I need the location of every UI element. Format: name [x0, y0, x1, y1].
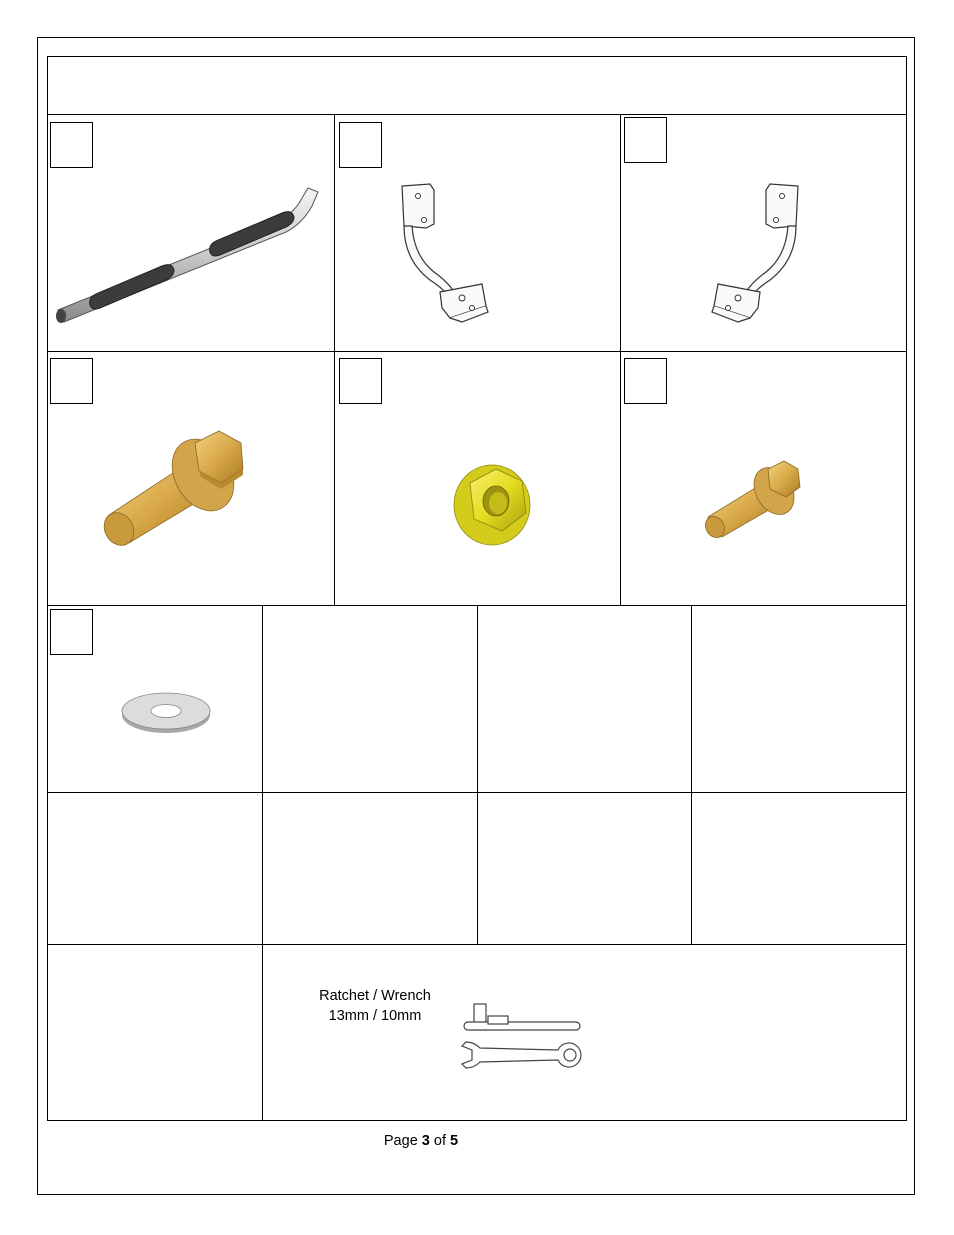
part-number-box-6: [624, 358, 667, 404]
page-footer: [0, 1133, 842, 1149]
part-number-box-4: [50, 358, 93, 404]
page-separator: of: [433, 1133, 446, 1149]
part-number-box-2: [339, 122, 382, 168]
column-divider: [477, 605, 478, 944]
tools-name: Ratchet / Wrench: [319, 988, 431, 1004]
row-divider: [47, 114, 907, 115]
part-number-box-7: [50, 609, 93, 655]
small-flange-bolt-icon: [700, 455, 810, 545]
column-divider: [334, 114, 335, 605]
part-number-box-5: [339, 358, 382, 404]
flat-washer-icon: [118, 685, 218, 737]
page-current: 3: [421, 1133, 430, 1149]
column-divider: [262, 605, 263, 1120]
tools-sizes: 13mm / 10mm: [328, 1008, 422, 1024]
tools-label: [300, 986, 450, 1026]
running-board-icon: [50, 180, 325, 330]
part-number-box-3: [624, 117, 667, 163]
row-divider: [47, 944, 907, 945]
ratchet-and-wrench-icon: [458, 998, 590, 1078]
page-total: 5: [450, 1133, 459, 1149]
page-prefix: Page: [383, 1133, 418, 1149]
column-divider: [691, 605, 692, 944]
right-bracket-icon: [390, 180, 500, 330]
flange-nut-icon: [440, 455, 540, 550]
large-flange-bolt-icon: [95, 425, 255, 555]
column-divider: [620, 114, 621, 605]
left-bracket-icon: [700, 180, 810, 330]
row-divider: [47, 351, 907, 352]
part-number-box-1: [50, 122, 93, 168]
